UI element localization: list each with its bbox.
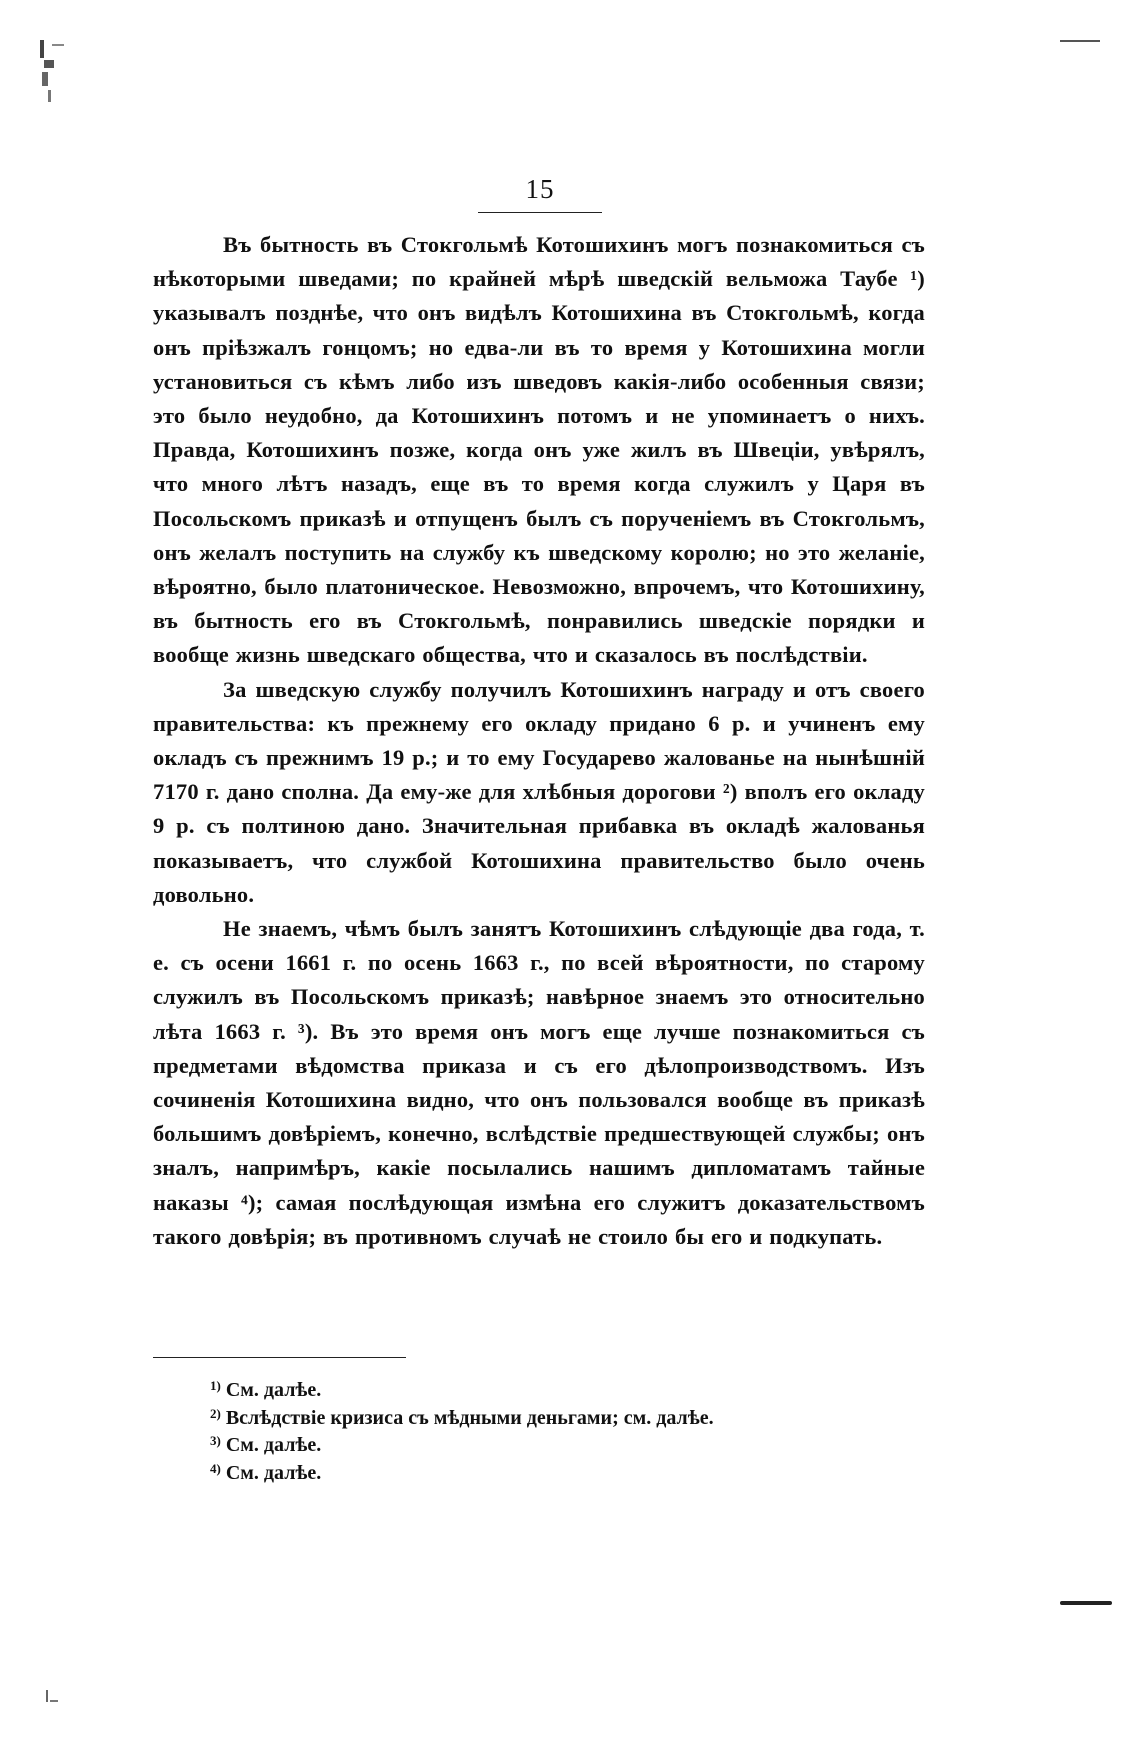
body-text [153,228,925,1254]
footnotes [210,1377,910,1487]
footnote-mark: 1) [210,1378,221,1393]
footnote-text: См. далѣе. [225,1434,322,1456]
footnote-4 [210,1460,910,1488]
footnote-3 [210,1432,910,1460]
footnote-separator [153,1357,406,1358]
page-number: 15 [525,174,555,204]
footnote-text: Вслѣдствіе кризиса съ мѣдными деньгами; см. далѣе. [225,1406,714,1429]
footnote-text: См. далѣе. [225,1379,322,1401]
footnote-2 [210,1405,910,1433]
paragraph-3: Не знаемъ, чѣмъ былъ занятъ Котошихинъ слѣдующіе два года, т. е. съ осени 1661 г. по осень 1663 г., по всей вѣроятности, по старому служилъ въ Посольскомъ приказѣ; навѣрное знаемъ это относительно лѣта 1663 г. ³). Въ это время онъ могъ еще лучше познакомиться съ предметами вѣдомства приказа и съ его дѣлопроизводствомъ. Изъ сочиненія Котошихина видно, что онъ пользовался вообще въ приказѣ большимъ довѣріемъ, конечно, вслѣдствіе предшествующей службы; онъ зналъ, напримѣръ, какіе посылались нашимъ дипломатамъ тайные наказы ⁴); самая послѣдующая измѣна его служитъ доказательствомъ такого довѣрія; въ противномъ случаѣ не стоило бы его и подкупать. [153,916,925,1249]
paragraph-1: Въ бытность въ Стокгольмѣ Котошихинъ могъ познакомиться съ нѣкоторыми шведами; по крайней мѣрѣ шведскій вельможа Таубе ¹) указывалъ позднѣе, что онъ видѣлъ Котошихина въ Стокгольмѣ, когда онъ пріѣзжалъ гонцомъ; но едва-ли въ то время у Котошихина могли установиться съ кѣмъ либо изъ шведовъ какія-либо особенныя связи; это было неудобно, да Котошихинъ потомъ и не упоминаетъ о нихъ. Правда, Котошихинъ позже, когда онъ уже жилъ въ Швеціи, увѣрялъ, что много лѣтъ назадъ, еще въ то время когда служилъ у Царя въ Посольскомъ приказѣ и отпущенъ былъ съ порученіемъ въ Стокгольмъ, онъ желалъ поступить на службу къ шведскому королю; но это желаніе, вѣроятно, было платоническое. Невозможно, впрочемъ, что Котошихину, въ бытность его въ Стокгольмѣ, понравились шведскіе порядки и вообще жизнь шведскаго общества, что и сказалось въ послѣдствіи. [153,232,925,668]
paragraph-2: За шведскую службу получилъ Котошихинъ награду и отъ своего правительства: къ прежнему его окладу придано 6 р. и учиненъ ему окладъ съ прежнимъ 19 р.; и то ему Государево жалованье на нынѣшній 7170 г. дано сполна. Да ему-же для хлѣбныя дорогови ²) вполъ его окладу 9 р. съ полтиною дано. Значительная прибавка въ окладѣ жалованья показываетъ, что службой Котошихина правительство было очень довольно. [153,676,925,907]
scan-artifact-bottom-right [1060,1601,1112,1605]
footnote-mark: 2) [210,1405,221,1421]
scan-artifact-top-right [1060,40,1100,42]
footnote-mark: 3) [210,1433,221,1448]
footnote-mark: 4) [210,1460,221,1476]
scan-artifact-bottom-left [46,1690,66,1704]
footnote-1 [210,1377,910,1405]
page-number-block [478,172,602,213]
footnote-text: См. далѣе. [225,1461,322,1484]
page-number-rule [478,212,602,213]
scan-artifact-top-left [38,38,68,108]
